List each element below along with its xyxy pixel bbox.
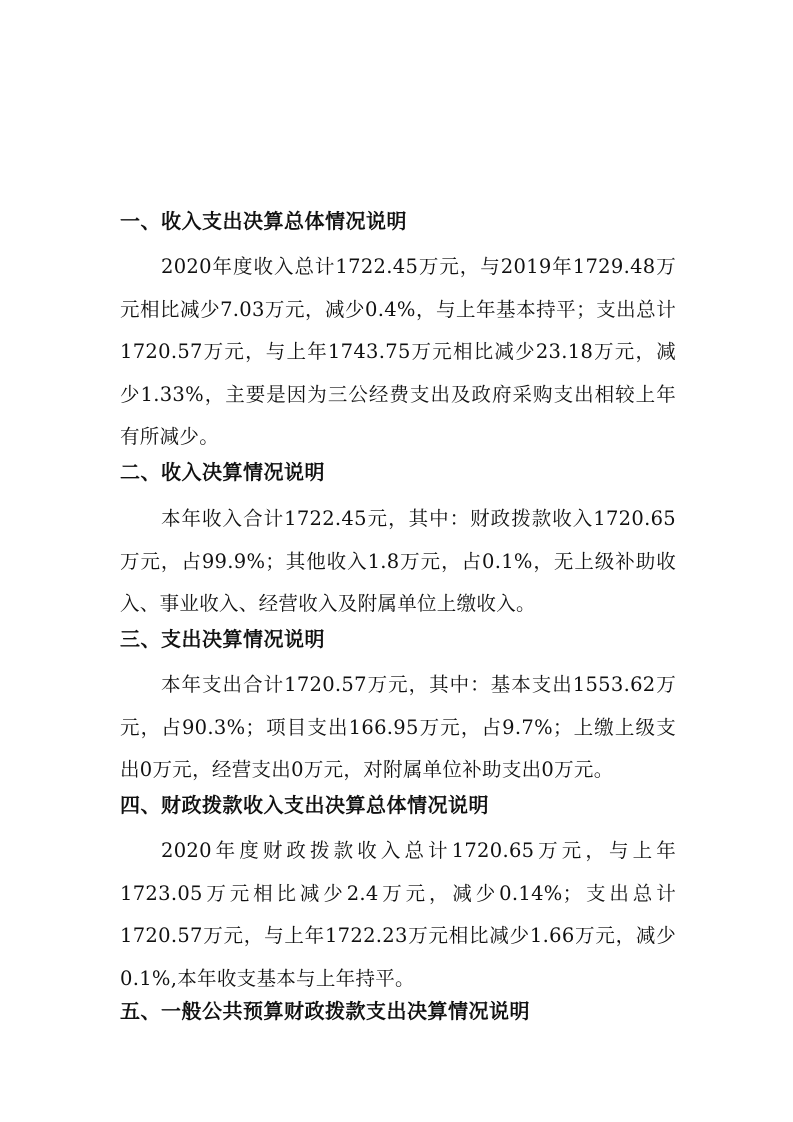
section-heading-2: 二、收入决算情况说明 bbox=[120, 460, 325, 484]
section-heading-4: 四、财政拨款收入支出决算总体情况说明 bbox=[120, 793, 489, 817]
section-heading-5: 五、一般公共预算财政拨款支出决算情况说明 bbox=[120, 999, 530, 1023]
section-body-3: 本年支出合计1720.57万元，其中：基本支出1553.62万元，占90.3%；项目支出166.95万元，占9.7%；上缴上级支出0万元，经营支出0万元，对附属单位补助支出0万元。 bbox=[120, 673, 676, 781]
section-heading-3: 三、支出决算情况说明 bbox=[120, 627, 325, 651]
section-body-4: 2020年度财政拨款收入总计1720.65万元，与上年1723.05万元相比减少2.4万元，减少0.14%；支出总计1720.57万元，与上年1722.23万元相比减少1.66万元，减少0.1%,本年收支基本与上年持平。 bbox=[120, 839, 676, 990]
section-heading-1: 一、收入支出决算总体情况说明 bbox=[120, 209, 407, 233]
section-body-2: 本年收入合计1722.45元，其中：财政拨款收入1720.65万元，占99.9%；其他收入1.8万元，占0.1%，无上级补助收入、事业收入、经营收入及附属单位上缴收入。 bbox=[120, 507, 676, 615]
section-body-1: 2020年度收入总计1722.45万元，与2019年1729.48万元相比减少7.03万元，减少0.4%，与上年基本持平；支出总计1720.57万元，与上年1743.75万元相比减少23.18万元，减少1.33%，主要是因为三公经费支出及政府采购支出相较上年有所减少。 bbox=[120, 255, 676, 448]
